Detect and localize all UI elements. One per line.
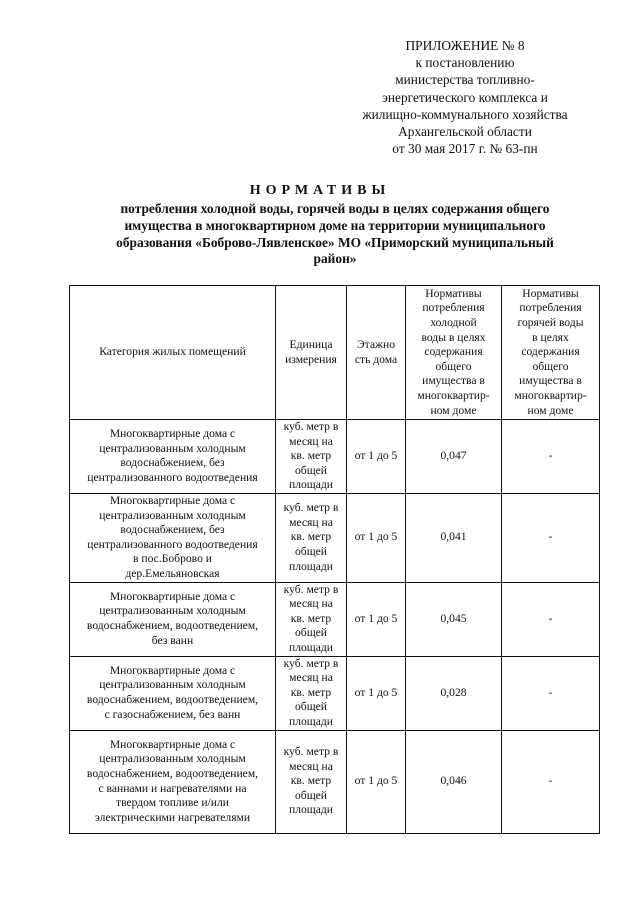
text-line: ном доме [430, 403, 477, 417]
text-line: с газоснабжением, без ванн [104, 707, 241, 721]
text-line: водоснабжением, водоотведением, [86, 693, 259, 707]
text-line: Нормативы [425, 286, 482, 300]
cell-category [70, 582, 276, 656]
annex-header [330, 37, 600, 157]
norms-table [69, 285, 600, 834]
text-line: общего [435, 359, 472, 373]
text-line: Единица [289, 337, 333, 351]
text-line: централизованным холодным [99, 678, 246, 692]
text-line: потребления [519, 301, 582, 315]
text-line: куб. метр в [283, 745, 339, 759]
subtitle-line: имущества в многоквартирном доме на территории муниципального [124, 217, 546, 233]
text-line: водоснабжением, водоотведением, [86, 619, 259, 633]
text-line: централизованным холодным [99, 441, 246, 455]
text-line: многоквартир- [514, 388, 587, 402]
text-line: Этажно [356, 337, 396, 351]
cell-hot-water: - [502, 420, 600, 494]
text-line: кв. метр [290, 449, 332, 463]
text-line: централизованного водоотведения [87, 537, 258, 551]
text-line: куб. метр в [283, 582, 339, 596]
text-line: водоснабжением, водоотведением, [86, 766, 259, 780]
annex-line: ПРИЛОЖЕНИЕ № 8 [405, 38, 525, 53]
text-line: площади [289, 559, 333, 573]
cell-hot-water: - [502, 582, 600, 656]
text-line: имущества в [422, 374, 485, 388]
text-line: Нормативы [522, 286, 579, 300]
cell-floors: от 1 до 5 [347, 493, 406, 582]
text-line: измерения [285, 352, 337, 366]
text-line: централизованным холодным [99, 604, 246, 618]
text-line: Многоквартирные дома с [109, 737, 236, 751]
header-cold-water [406, 286, 502, 420]
cell-category [70, 420, 276, 494]
text-line: общей [295, 788, 327, 802]
cell-floors: от 1 до 5 [347, 656, 406, 730]
annex-line: от 30 мая 2017 г. № 63-пн [392, 141, 538, 157]
text-line: дер.Емельяновская [125, 566, 220, 580]
subtitle-line: потребления холодной воды, горячей воды в целях содержания общего [120, 201, 550, 216]
cell-unit [276, 420, 347, 494]
text-line: месяц на [289, 515, 333, 529]
text-line: месяц на [289, 597, 333, 611]
cell-hot-water: - [502, 656, 600, 730]
cell-hot-water: - [502, 493, 600, 582]
text-line: в пос.Боброво и [133, 552, 212, 566]
header-hot-water [502, 286, 600, 420]
text-line: площади [289, 640, 333, 654]
cell-category [70, 493, 276, 582]
text-line: месяц на [289, 434, 333, 448]
cell-category [70, 730, 276, 833]
text-line: куб. метр в [283, 420, 339, 433]
text-line: твердом топливе и/или [116, 796, 229, 810]
cell-cold-water: 0,041 [406, 493, 502, 582]
table-header-row [70, 286, 600, 420]
text-line: общего [532, 359, 569, 373]
cell-unit [276, 582, 347, 656]
table-row [70, 420, 600, 494]
text-line: централизованным холодным [99, 752, 246, 766]
cell-floors: от 1 до 5 [347, 420, 406, 494]
annex-line: министерства топливно- [395, 72, 535, 88]
cell-cold-water: 0,047 [406, 420, 502, 494]
text-line: общей [295, 700, 327, 714]
cell-cold-water: 0,046 [406, 730, 502, 833]
text-line: воды в целях [421, 330, 486, 344]
cell-unit [276, 656, 347, 730]
text-line: общей [295, 463, 327, 477]
cell-hot-water: - [502, 730, 600, 833]
text-line: куб. метр в [283, 501, 339, 515]
text-line: содержания [521, 345, 580, 359]
text-line: кв. метр [290, 685, 332, 699]
text-line: с ваннами и нагревателями на [98, 781, 247, 795]
text-line: водоснабжением, без [120, 456, 225, 470]
text-line: кв. метр [290, 774, 332, 788]
text-line: холодной [430, 316, 477, 330]
header-floors [347, 286, 406, 420]
text-line: кв. метр [290, 611, 332, 625]
cell-category [70, 656, 276, 730]
text-line: централизованным холодным [99, 508, 246, 522]
header-category [70, 286, 276, 420]
text-line: площади [289, 803, 333, 817]
text-line: содержания [424, 345, 483, 359]
text-line: имущества в [519, 374, 582, 388]
table-row [70, 493, 600, 582]
text-line: водоснабжением, без [120, 523, 225, 537]
text-line: горячей воды [517, 316, 584, 330]
document-subtitle [80, 201, 590, 268]
text-line: в целях [532, 330, 569, 344]
text-line: куб. метр в [283, 656, 339, 670]
text-line: общей [295, 545, 327, 559]
text-line: Многоквартирные дома с [109, 427, 236, 441]
text-line: месяц на [289, 759, 333, 773]
cell-cold-water: 0,045 [406, 582, 502, 656]
cell-unit [276, 493, 347, 582]
cell-floors: от 1 до 5 [347, 582, 406, 656]
annex-line: жилищно-коммунального хозяйства [362, 106, 568, 122]
cell-cold-water: 0,028 [406, 656, 502, 730]
text-line: площади [289, 714, 333, 728]
document-title: НОРМАТИВЫ [249, 183, 391, 198]
text-line: многоквартир- [417, 388, 490, 402]
text-line: общей [295, 626, 327, 640]
annex-line: к постановлению [415, 55, 515, 71]
annex-line: энергетического комплекса и [382, 89, 548, 105]
text-line: Многоквартирные дома с [109, 589, 236, 603]
cell-unit [276, 730, 347, 833]
text-line: без ванн [151, 633, 194, 647]
text-line: централизованного водоотведения [87, 471, 258, 485]
table-row [70, 656, 600, 730]
text-line: Многоквартирные дома с [109, 493, 236, 507]
text-line: потребления [422, 301, 485, 315]
text-line: ном доме [527, 403, 574, 417]
text-line: электрическими нагревателями [94, 810, 251, 824]
text-line: сть дома [354, 352, 398, 366]
text-line: Многоквартирные дома с [109, 663, 236, 677]
table-row [70, 730, 600, 833]
cell-floors: от 1 до 5 [347, 730, 406, 833]
text-line: месяц на [289, 671, 333, 685]
text-line: площади [289, 478, 333, 492]
text-line: Категория жилых помещений [99, 345, 246, 359]
table-row [70, 582, 600, 656]
subtitle-line: район» [313, 251, 357, 267]
text-line: кв. метр [290, 530, 332, 544]
header-unit [276, 286, 347, 420]
annex-line: Архангельской области [398, 124, 532, 140]
subtitle-line: образования «Боброво-Лявленское» МО «Приморский муниципальный [116, 234, 554, 250]
